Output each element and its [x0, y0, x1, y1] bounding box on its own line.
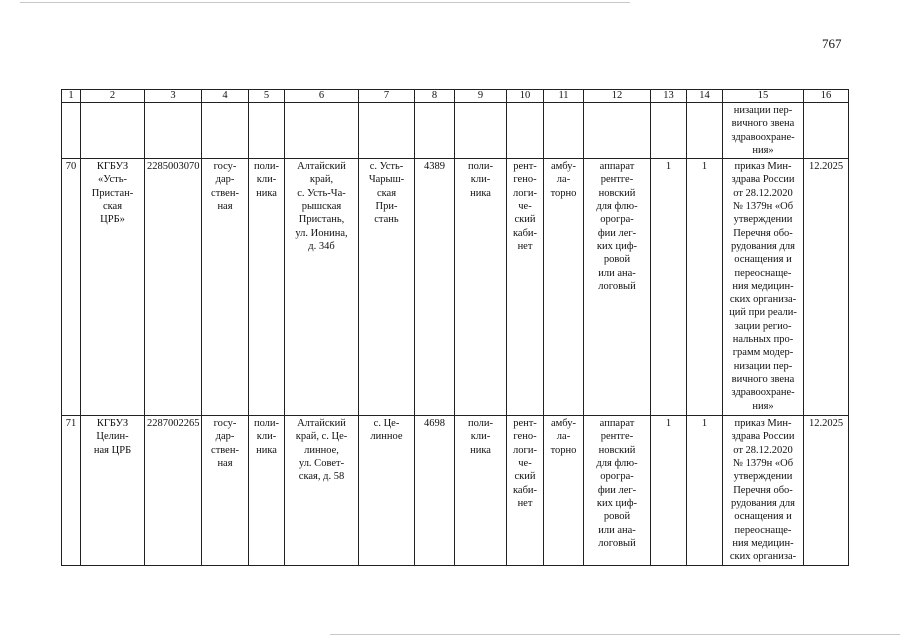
text-line: ника	[470, 187, 491, 199]
text-line: здравоохране-	[731, 131, 795, 143]
cell-locality	[359, 159, 415, 416]
text-line: приказ Мин-	[734, 161, 792, 173]
text-line: ских организа-	[729, 294, 797, 306]
text-line: здрава России	[731, 174, 795, 186]
cell-division	[455, 159, 507, 416]
scan-artifact-top	[20, 2, 630, 3]
text-line: или ана-	[598, 524, 636, 536]
header-cell: 3	[145, 90, 202, 103]
header-cell: 15	[723, 90, 804, 103]
text-line: оснащения и	[734, 511, 792, 523]
cell-care	[544, 103, 584, 159]
text-line: КГБУЗ	[96, 161, 129, 173]
header-cell: 12	[584, 90, 651, 103]
text-line: ника	[256, 444, 277, 456]
text-line: кли-	[470, 174, 491, 186]
text-line: ствен-	[211, 187, 239, 199]
text-line: рудования для	[731, 240, 795, 252]
text-line: поли-	[253, 418, 280, 430]
text-line: логи-	[513, 444, 537, 456]
text-line: Перечня обо-	[733, 227, 793, 239]
text-line: нет	[517, 240, 533, 252]
cell-inn: 2287002265	[145, 416, 202, 566]
text-line: поли-	[467, 161, 494, 173]
cell-num: 70	[62, 159, 81, 416]
cell-qty1	[651, 103, 687, 159]
cell-qty1: 1	[651, 159, 687, 416]
continuation-row	[62, 103, 849, 159]
text-line: вичного звена	[731, 118, 795, 130]
cell-unit	[249, 416, 285, 566]
header-cell: 14	[687, 90, 723, 103]
text-line: поли-	[253, 161, 280, 173]
text-line: ника	[256, 187, 277, 199]
text-line: госу-	[213, 418, 237, 430]
text-line: переоснаще-	[734, 267, 792, 279]
text-line: аппарат	[599, 418, 635, 430]
text-line: здравоохране-	[731, 387, 795, 399]
cell-unit	[249, 159, 285, 416]
text-line: ский	[514, 214, 536, 226]
text-line: Пристань,	[298, 214, 345, 226]
text-line: дар-	[215, 174, 235, 186]
text-line: Алтайский	[297, 418, 346, 430]
cell-equipment	[584, 416, 651, 566]
text-line: ул. Совет-	[298, 458, 345, 470]
cell-basis	[723, 416, 804, 566]
cell-address	[285, 416, 359, 566]
cell-qty2: 1	[687, 159, 723, 416]
text-line: поли-	[467, 418, 494, 430]
cell-qty2	[687, 103, 723, 159]
page-number: 767	[822, 36, 842, 51]
header-cell: 6	[285, 90, 359, 103]
text-line: вичного звена	[731, 373, 795, 385]
text-line: ника	[470, 444, 491, 456]
text-line: ская	[102, 201, 123, 213]
text-line: При-	[375, 201, 398, 213]
cell-qty1: 1	[651, 416, 687, 566]
text-line: логи-	[513, 187, 537, 199]
text-line: кли-	[256, 431, 277, 443]
cell-num	[62, 103, 81, 159]
text-line: № 1379н «Об	[732, 458, 794, 470]
text-line: для флю-	[596, 458, 638, 470]
text-line: оснащения и	[734, 254, 792, 266]
cell-code: 4389	[415, 159, 455, 416]
cell-ownership	[202, 159, 249, 416]
text-line: ния»	[752, 144, 774, 156]
text-line: торно	[550, 444, 577, 456]
header-cell: 2	[81, 90, 145, 103]
text-line: стань	[374, 214, 399, 226]
text-line: фии лег-	[597, 227, 637, 239]
text-line: ких циф-	[596, 497, 638, 509]
text-line: Алтайский	[297, 161, 346, 173]
cell-org	[81, 103, 145, 159]
text-line: зации регио-	[734, 320, 792, 332]
text-line: ских организа-	[729, 551, 797, 563]
text-line: аппарат	[599, 161, 635, 173]
text-line: «Усть-	[98, 174, 127, 186]
text-line: Целин-	[96, 431, 129, 443]
header-cell: 16	[804, 90, 849, 103]
text-line: новский	[598, 444, 636, 456]
text-line: гено-	[513, 174, 537, 186]
text-line: ная ЦРБ	[93, 444, 132, 456]
text-line: грамм модер-	[732, 347, 794, 359]
text-line: Чарыш-	[368, 174, 405, 186]
text-line: Перечня обо-	[733, 484, 793, 496]
text-line: ровой	[603, 254, 631, 266]
text-line: кли-	[470, 431, 491, 443]
cell-room	[507, 416, 544, 566]
text-line: нет	[517, 497, 533, 509]
text-line: гено-	[513, 431, 537, 443]
cell-room	[507, 159, 544, 416]
text-line: д. 34б	[308, 240, 335, 252]
text-line: новский	[598, 187, 636, 199]
cell-inn	[145, 103, 202, 159]
text-line: амбу-	[551, 418, 576, 430]
text-line: ская, д. 58	[298, 471, 345, 483]
cell-basis	[723, 159, 804, 416]
text-line: Пристан-	[91, 187, 134, 199]
text-line: ния»	[752, 400, 774, 412]
cell-code: 4698	[415, 416, 455, 566]
cell-ownership	[202, 103, 249, 159]
text-line: рудования для	[731, 497, 795, 509]
text-line: ул. Ионина,	[295, 227, 348, 239]
cell-unit	[249, 103, 285, 159]
cell-org	[81, 416, 145, 566]
text-line: ствен-	[211, 444, 239, 456]
text-line: приказ Мин-	[734, 418, 792, 430]
cell-division	[455, 103, 507, 159]
text-line: переоснаще-	[734, 524, 792, 536]
text-line: логовый	[598, 280, 636, 292]
text-line: ная	[217, 201, 233, 213]
text-line: дар-	[215, 431, 235, 443]
text-line: рентге-	[600, 174, 634, 186]
text-line: каби-	[512, 484, 538, 496]
header-cell: 4	[202, 90, 249, 103]
cell-basis	[723, 103, 804, 159]
text-line: ких циф-	[596, 240, 638, 252]
text-line: ния медицин-	[732, 537, 794, 549]
text-line: ровой	[603, 511, 631, 523]
text-line: ла-	[556, 431, 571, 443]
text-line: каби-	[512, 227, 538, 239]
cell-date: 12.2025	[804, 159, 849, 416]
cell-equipment	[584, 159, 651, 416]
text-line: рент-	[513, 161, 537, 173]
header-cell: 1	[62, 90, 81, 103]
text-line: ций при реали-	[729, 307, 797, 319]
text-line: край,	[309, 174, 334, 186]
text-line: ский	[514, 471, 536, 483]
text-line: № 1379н «Об	[732, 201, 794, 213]
text-line: нальных про-	[732, 334, 794, 346]
text-line: ская	[376, 187, 397, 199]
text-line: с. Це-	[373, 418, 400, 430]
text-line: с. Усть-Ча-	[297, 187, 346, 199]
table-row	[62, 159, 849, 416]
text-line: от 28.12.2020	[733, 444, 793, 456]
text-line: линное,	[304, 444, 339, 456]
text-line: КГБУЗ	[96, 418, 129, 430]
cell-ownership	[202, 416, 249, 566]
cell-care	[544, 159, 584, 416]
cell-room	[507, 103, 544, 159]
text-line: логовый	[598, 537, 636, 549]
text-line: торно	[550, 187, 577, 199]
text-line: рышская	[301, 201, 342, 213]
cell-qty2: 1	[687, 416, 723, 566]
text-line: кли-	[256, 174, 277, 186]
cell-date	[804, 103, 849, 159]
text-line: амбу-	[551, 161, 576, 173]
text-line: для флю-	[596, 201, 638, 213]
text-line: низации пер-	[733, 105, 793, 116]
cell-num: 71	[62, 416, 81, 566]
text-line: ЦРБ»	[100, 214, 125, 226]
cell-locality	[359, 416, 415, 566]
cell-code	[415, 103, 455, 159]
text-line: ная	[217, 458, 233, 470]
text-line: рентге-	[600, 431, 634, 443]
cell-date: 12.2025	[804, 416, 849, 566]
text-line: че-	[518, 201, 532, 213]
text-line: фии лег-	[597, 484, 637, 496]
cell-division	[455, 416, 507, 566]
text-line: орогра-	[600, 214, 634, 226]
header-cell: 7	[359, 90, 415, 103]
text-line: орогра-	[600, 471, 634, 483]
text-line: рент-	[513, 418, 537, 430]
header-cell: 10	[507, 90, 544, 103]
text-line: с. Усть-	[369, 161, 404, 173]
scan-artifact-bottom	[330, 634, 900, 635]
cell-locality	[359, 103, 415, 159]
header-cell: 8	[415, 90, 455, 103]
cell-address	[285, 159, 359, 416]
cell-equipment	[584, 103, 651, 159]
cell-address	[285, 103, 359, 159]
text-line: госу-	[213, 161, 237, 173]
text-line: или ана-	[598, 267, 636, 279]
header-row	[62, 90, 849, 103]
text-line: че-	[518, 458, 532, 470]
header-cell: 9	[455, 90, 507, 103]
table-row	[62, 416, 849, 566]
cell-care	[544, 416, 584, 566]
text-line: утверждении	[733, 471, 793, 483]
header-cell: 11	[544, 90, 584, 103]
header-cell: 13	[651, 90, 687, 103]
text-line: низации пер-	[733, 360, 793, 372]
text-line: здрава России	[731, 431, 795, 443]
text-line: от 28.12.2020	[733, 187, 793, 199]
text-line: край, с. Це-	[295, 431, 348, 443]
equipment-table	[61, 89, 849, 566]
text-line: линное	[370, 431, 403, 443]
cell-org	[81, 159, 145, 416]
cell-inn: 2285003070	[145, 159, 202, 416]
text-line: ния медицин-	[732, 280, 794, 292]
text-line: утверждении	[733, 214, 793, 226]
text-line: ла-	[556, 174, 571, 186]
header-cell: 5	[249, 90, 285, 103]
